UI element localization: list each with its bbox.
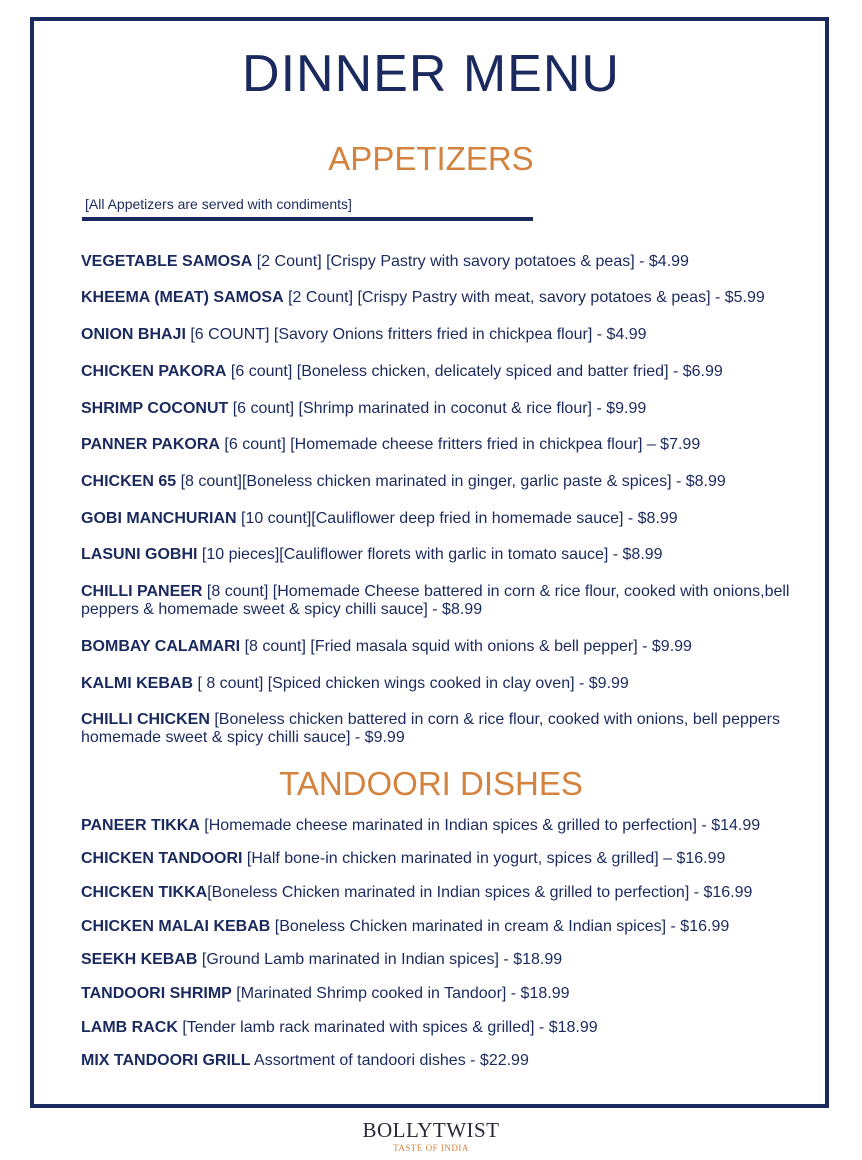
item-description: [2 Count] [Crispy Pastry with meat, savory potatoes & peas] - $5.99 <box>283 289 765 306</box>
item-name: KALMI KEBAB <box>81 675 193 692</box>
item-description: [Boneless Chicken marinated in cream & Indian spices] - $16.99 <box>270 918 730 935</box>
item-description: [ 8 count] [Spiced chicken wings cooked in clay oven] - $9.99 <box>193 675 629 692</box>
menu-item-seekh-kebab <box>81 951 811 969</box>
item-description: [Homemade cheese marinated in Indian spices & grilled to perfection] - $14.99 <box>199 817 761 834</box>
item-description: [6 count] [Shrimp marinated in coconut & rice flour] - $9.99 <box>228 400 647 417</box>
appetizers-heading: APPETIZERS <box>328 140 534 177</box>
menu-item-gobi-manchurian <box>81 510 811 528</box>
menu-item-chilli-paneer <box>81 583 811 619</box>
menu-item-chilli-chicken <box>81 711 811 747</box>
item-description: [Tender lamb rack marinated with spices & grilled] - $18.99 <box>177 1019 598 1036</box>
item-name: PANEER TIKKA <box>81 817 200 834</box>
item-name: ONION BHAJI <box>81 326 186 343</box>
item-description: [Boneless chicken battered in corn & rice flour, cooked with onions, bell peppers homemade sweet & spicy chilli sauce] - $9.99 <box>81 711 780 746</box>
menu-item-tandoori-shrimp <box>81 985 811 1003</box>
menu-title: DINNER MENU <box>242 45 620 103</box>
item-name: CHILLI CHICKEN <box>81 711 210 728</box>
menu-item-lamb-rack <box>81 1019 811 1037</box>
menu-item-chicken-pakora <box>81 363 811 381</box>
item-name: LAMB RACK <box>81 1019 178 1036</box>
divider-line <box>82 217 533 221</box>
item-name: MIX TANDOORI GRILL <box>81 1052 251 1069</box>
menu-item-onion-bhaji <box>81 326 811 344</box>
item-name: CHICKEN 65 <box>81 473 177 490</box>
brand-logo: BOLLYTWIST <box>362 1118 500 1142</box>
menu-item-chicken-tandoori <box>81 850 811 868</box>
item-name: CHILLI PANEER <box>81 583 203 600</box>
menu-item-paneer-tikka <box>81 817 811 835</box>
item-name: BOMBAY CALAMARI <box>81 638 241 655</box>
item-description: [6 COUNT] [Savory Onions fritters fried in chickpea flour] - $4.99 <box>185 326 647 343</box>
item-name: SHRIMP COCONUT <box>81 400 229 417</box>
item-description: [8 count] [Fried masala squid with onions & bell pepper] - $9.99 <box>240 638 692 655</box>
menu-item-chicken-malai-kebab <box>81 918 811 936</box>
item-name: CHICKEN TIKKA <box>81 884 208 901</box>
item-name: PANNER PAKORA <box>81 436 220 453</box>
item-description: [8 count][Boneless chicken marinated in ginger, garlic paste & spices] - $8.99 <box>176 473 726 490</box>
item-name: LASUNI GOBHI <box>81 546 198 563</box>
menu-item-shrimp-coconut <box>81 400 811 418</box>
item-name: VEGETABLE SAMOSA <box>81 253 253 270</box>
menu-item-kheema-samosa <box>81 289 811 307</box>
item-description: [8 count] [Homemade Cheese battered in corn & rice flour, cooked with onions,bell peppers & homemade sweet & spicy chilli sauce] - $8.99 <box>81 583 790 618</box>
menu-item-kalmi-kebab <box>81 675 811 693</box>
menu-item-chicken-tikka <box>81 884 811 902</box>
item-name: CHICKEN MALAI KEBAB <box>81 918 271 935</box>
item-name: KHEEMA (MEAT) SAMOSA <box>81 289 284 306</box>
brand-tagline: TASTE OF INDIA <box>393 1143 469 1153</box>
tandoori-heading: TANDOORI DISHES <box>279 765 583 802</box>
item-description: [10 count][Cauliflower deep fried in homemade sauce] - $8.99 <box>236 510 678 527</box>
appetizers-note: [All Appetizers are served with condiments] <box>85 196 352 212</box>
menu-item-panner-pakora <box>81 436 811 454</box>
item-description: [6 count] [Boneless chicken, delicately spiced and batter fried] - $6.99 <box>226 363 723 380</box>
item-description: [2 Count] [Crispy Pastry with savory potatoes & peas] - $4.99 <box>252 253 689 270</box>
menu-item-mix-tandoori-grill <box>81 1052 811 1070</box>
item-name: CHICKEN PAKORA <box>81 363 227 380</box>
item-name: SEEKH KEBAB <box>81 951 198 968</box>
item-description: [6 count] [Homemade cheese fritters fried in chickpea flour] – $7.99 <box>219 436 701 453</box>
item-description: [Marinated Shrimp cooked in Tandoor] - $18.99 <box>231 985 570 1002</box>
item-name: TANDOORI SHRIMP <box>81 985 232 1002</box>
menu-item-chicken-65 <box>81 473 811 491</box>
item-description: Assortment of tandoori dishes - $22.99 <box>250 1052 529 1069</box>
menu-item-lasuni-gobhi <box>81 546 811 564</box>
item-name: CHICKEN TANDOORI <box>81 850 243 867</box>
menu-item-vegetable-samosa <box>81 253 811 271</box>
item-name: GOBI MANCHURIAN <box>81 510 237 527</box>
menu-item-bombay-calamari <box>81 638 811 656</box>
item-description: [10 pieces][Cauliflower florets with garlic in tomato sauce] - $8.99 <box>197 546 663 563</box>
item-description: [Ground Lamb marinated in Indian spices] - $18.99 <box>197 951 563 968</box>
item-description: [Half bone-in chicken marinated in yogurt, spices & grilled] – $16.99 <box>242 850 726 867</box>
item-description: [Boneless Chicken marinated in Indian spices & grilled to perfection] - $16.99 <box>207 884 753 901</box>
